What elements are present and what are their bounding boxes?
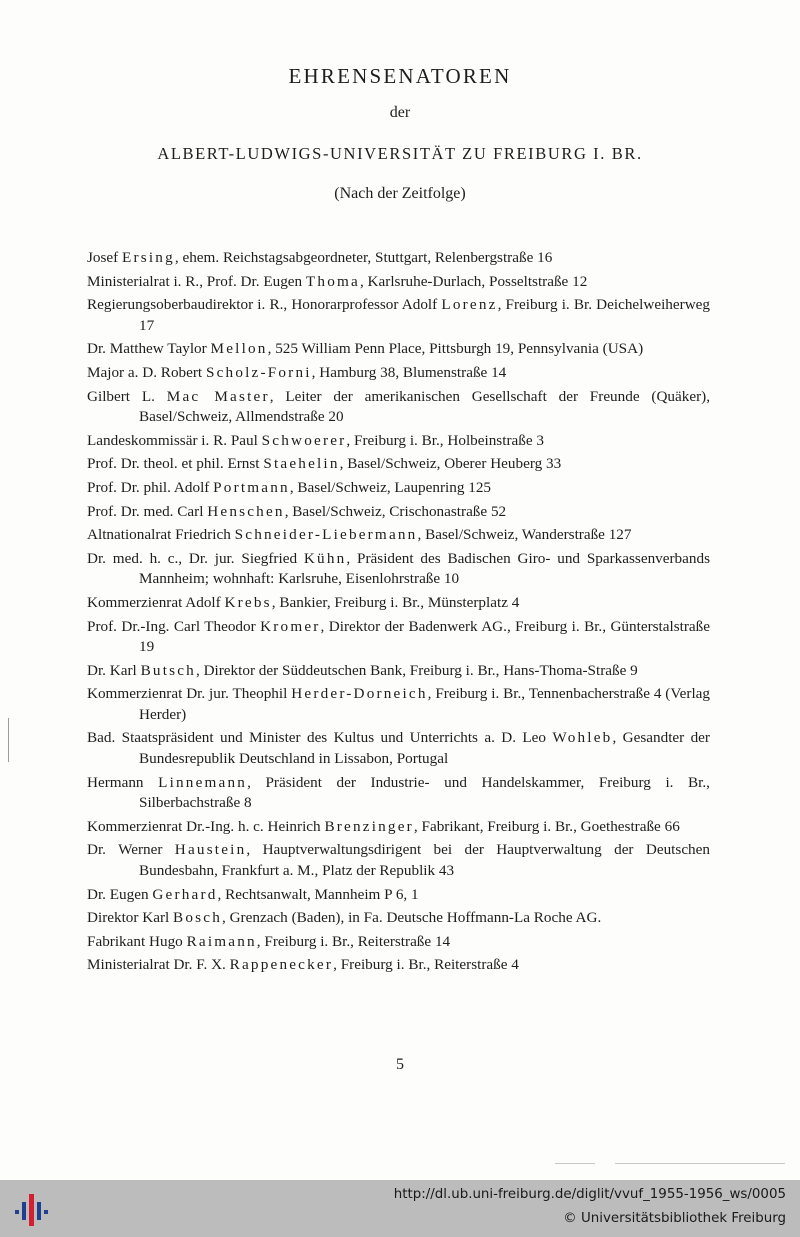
entry-title-prefix: Prof. Dr. med. Carl: [87, 502, 208, 520]
entry-title-prefix: Prof. Dr. phil. Adolf: [87, 478, 214, 496]
scan-artifact-line: [615, 1163, 785, 1164]
senator-entry: [87, 661, 710, 682]
entry-details: , Basel/Schweiz, Crischonastraße 52: [284, 502, 507, 520]
senator-surname: Kromer: [260, 617, 321, 635]
entry-details: , Rechtsanwalt, Mannheim P 6, 1: [217, 885, 419, 903]
senator-surname: Gerhard: [152, 885, 218, 903]
senator-entry: [87, 363, 710, 384]
senator-entry: [87, 885, 710, 906]
entry-title-prefix: Major a. D. Robert: [87, 363, 206, 381]
senator-entry: [87, 272, 710, 293]
senator-entry: [87, 502, 710, 523]
entry-title-prefix: Dr. med. h. c., Dr. jur. Siegfried: [87, 549, 304, 567]
entry-details: , 525 William Penn Place, Pittsburgh 19, Pennsylvania (USA): [267, 340, 644, 358]
entry-title-prefix: Dr. Werner: [87, 841, 175, 859]
entry-details: , Freiburg i. Br., Tennenbacherstraße 4 (Verlag Herder): [139, 685, 710, 723]
senator-surname: Staehelin: [263, 455, 340, 473]
senator-entry: [87, 248, 710, 269]
entry-details: , Leiter der amerikanischen Gesellschaft der Freunde (Quäker), Basel/Schweiz, Allmendstraße 20: [139, 387, 711, 426]
senator-surname: Ersing: [122, 249, 175, 266]
senator-entry: [87, 684, 710, 725]
senator-surname: Scholz-Forni: [205, 363, 312, 381]
senator-surname: Krebs: [224, 593, 272, 611]
entry-details: , Grenzach (Baden), in Fa. Deutsche Hoffmann-La Roche AG.: [222, 909, 602, 927]
source-url-link[interactable]: http://dl.ub.uni-freiburg.de/diglit/vvuf_1955-1956_ws/0005: [393, 1187, 786, 1202]
senator-surname: Portmann: [213, 478, 290, 496]
senator-surname: Butsch: [140, 661, 196, 679]
viewer-footer: [0, 1180, 800, 1237]
senator-entry: [87, 593, 710, 614]
entry-details: , Freiburg i. Br. Deichelweiherweg 17: [139, 296, 710, 334]
senator-entry: [87, 295, 710, 336]
entry-title-prefix: Landeskommissär i. R. Paul: [87, 431, 262, 449]
entry-title-prefix: Prof. Dr. theol. et phil. Ernst: [87, 455, 264, 473]
entry-title-prefix: Ministerialrat Dr. F. X.: [87, 956, 230, 974]
senator-entry: [87, 525, 710, 546]
entry-details: , Präsident der Industrie- und Handelskammer, Freiburg i. Br., Silberbachstraße 8: [139, 773, 710, 812]
senator-entry: [87, 339, 710, 360]
entry-title-prefix: Ministerialrat i. R., Prof. Dr. Eugen: [87, 272, 306, 290]
entry-title-prefix: Fabrikant Hugo: [87, 932, 187, 950]
entry-title-prefix: Kommerzienrat Dr. jur. Theophil: [87, 685, 292, 703]
senator-entry: [87, 955, 710, 976]
margin-scan-mark: [8, 718, 9, 762]
entry-title-prefix: Bad. Staatspräsident und Minister des Kultus und Unterrichts a. D. Leo: [87, 729, 553, 747]
senator-entry: [87, 617, 710, 658]
senator-surname: Bosch: [173, 909, 222, 927]
entry-title-prefix: Dr. Matthew Taylor: [87, 340, 211, 358]
entry-details: , Hamburg 38, Blumenstraße 14: [311, 363, 507, 381]
entry-title-prefix: Dr. Karl: [87, 661, 141, 679]
senator-surname: Raimann: [186, 932, 257, 950]
senator-entry: [87, 387, 710, 428]
subtitle-der: der: [389, 104, 411, 121]
senator-entry: [87, 454, 710, 475]
senator-entry: [87, 728, 710, 769]
senator-surname: Schwoerer: [261, 431, 347, 449]
entry-title-prefix: Gilbert L.: [87, 387, 167, 405]
entry-details: , Fabrikant, Freiburg i. Br., Goethestraße 66: [413, 817, 680, 835]
university-name: ALBERT-LUDWIGS-UNIVERSITÄT ZU FREIBURG I. BR.: [157, 144, 643, 163]
entry-details: , Freiburg i. Br., Holbeinstraße 3: [346, 431, 544, 449]
senator-entry: [87, 549, 710, 590]
entry-title-prefix: Kommerzienrat Adolf: [87, 593, 225, 611]
senator-entry: [87, 478, 710, 499]
senator-entry: [87, 932, 710, 953]
entry-title-prefix: Altnationalrat Friedrich: [87, 526, 235, 544]
page-title: EHRENSENATOREN: [288, 64, 512, 88]
senator-entry: [87, 840, 710, 881]
honorary-senators-list: [87, 248, 710, 979]
page-number: 5: [396, 1056, 404, 1073]
order-note: (Nach der Zeitfolge): [334, 185, 466, 202]
entry-details: , Hauptverwaltungsdirigent bei der Hauptverwaltung der Deutschen Bundesbahn, Frankfurt a. M., Platz der Republik 43: [139, 841, 710, 880]
senator-surname: Brenzinger: [324, 817, 414, 835]
senator-surname: Haustein: [174, 841, 247, 859]
entry-title-prefix: Direktor Karl: [87, 909, 174, 927]
entry-title-prefix: Josef: [87, 249, 123, 266]
entry-details: , Bankier, Freiburg i. Br., Münsterplatz 4: [271, 593, 520, 611]
entry-details: , Freiburg i. Br., Reiterstraße 4: [333, 956, 519, 974]
senator-surname: Kühn: [303, 549, 347, 567]
senator-surname: Mellon: [210, 340, 268, 358]
entry-details: , Karlsruhe-Durlach, Posseltstraße 12: [359, 272, 588, 290]
entry-details: , Direktor der Badenwerk AG., Freiburg i. Br., Günterstalstraße 19: [139, 617, 710, 656]
senator-entry: [87, 817, 710, 838]
entry-details: , Basel/Schweiz, Laupenring 125: [289, 478, 492, 496]
senator-surname: Wohleb: [552, 729, 613, 747]
entry-title-prefix: Kommerzienrat Dr.-Ing. h. c. Heinrich: [87, 817, 325, 835]
senator-surname: Mac Master: [166, 387, 270, 405]
entry-details: , Präsident des Badischen Giro- und Sparkassenverbands Mannheim; wohnhaft: Karlsruhe, Eisenlohrstraße 10: [139, 549, 710, 588]
senator-entry: [87, 431, 710, 452]
entry-details: , ehem. Reichstagsabgeordneter, Stuttgart, Relenbergstraße 16: [174, 249, 553, 266]
senator-surname: Lorenz: [441, 296, 498, 314]
senator-entry: [87, 773, 710, 814]
entry-title-prefix: Hermann: [87, 773, 159, 791]
entry-details: , Gesandter der Bundesrepublik Deutschland in Lissabon, Portugal: [139, 729, 710, 768]
senator-entry: [87, 908, 710, 929]
senator-surname: Schneider-Liebermann: [234, 526, 418, 544]
entry-details: , Freiburg i. Br., Reiterstraße 14: [256, 932, 451, 950]
entry-details: , Direktor der Süddeutschen Bank, Freiburg i. Br., Hans-Thoma-Straße 9: [195, 661, 638, 679]
entry-title-prefix: Prof. Dr.-Ing. Carl Theodor: [87, 617, 261, 635]
ub-freiburg-logo-icon[interactable]: [12, 1188, 52, 1228]
scan-artifact-line: [555, 1163, 595, 1164]
senator-surname: Linnemann: [158, 773, 248, 791]
entry-details: , Basel/Schweiz, Wanderstraße 127: [417, 526, 632, 544]
senator-surname: Rappenecker: [229, 956, 334, 974]
senator-surname: Herder-Dorneich: [291, 685, 428, 703]
entry-details: , Basel/Schweiz, Oberer Heuberg 33: [339, 455, 562, 473]
entry-title-prefix: Regierungsoberbaudirektor i. R., Honorarprofessor Adolf: [87, 296, 442, 314]
senator-surname: Henschen: [207, 502, 285, 520]
entry-title-prefix: Dr. Eugen: [87, 885, 153, 903]
senator-surname: Thoma: [305, 272, 360, 290]
copyright-notice: © Universitätsbibliothek Freiburg: [563, 1211, 786, 1226]
